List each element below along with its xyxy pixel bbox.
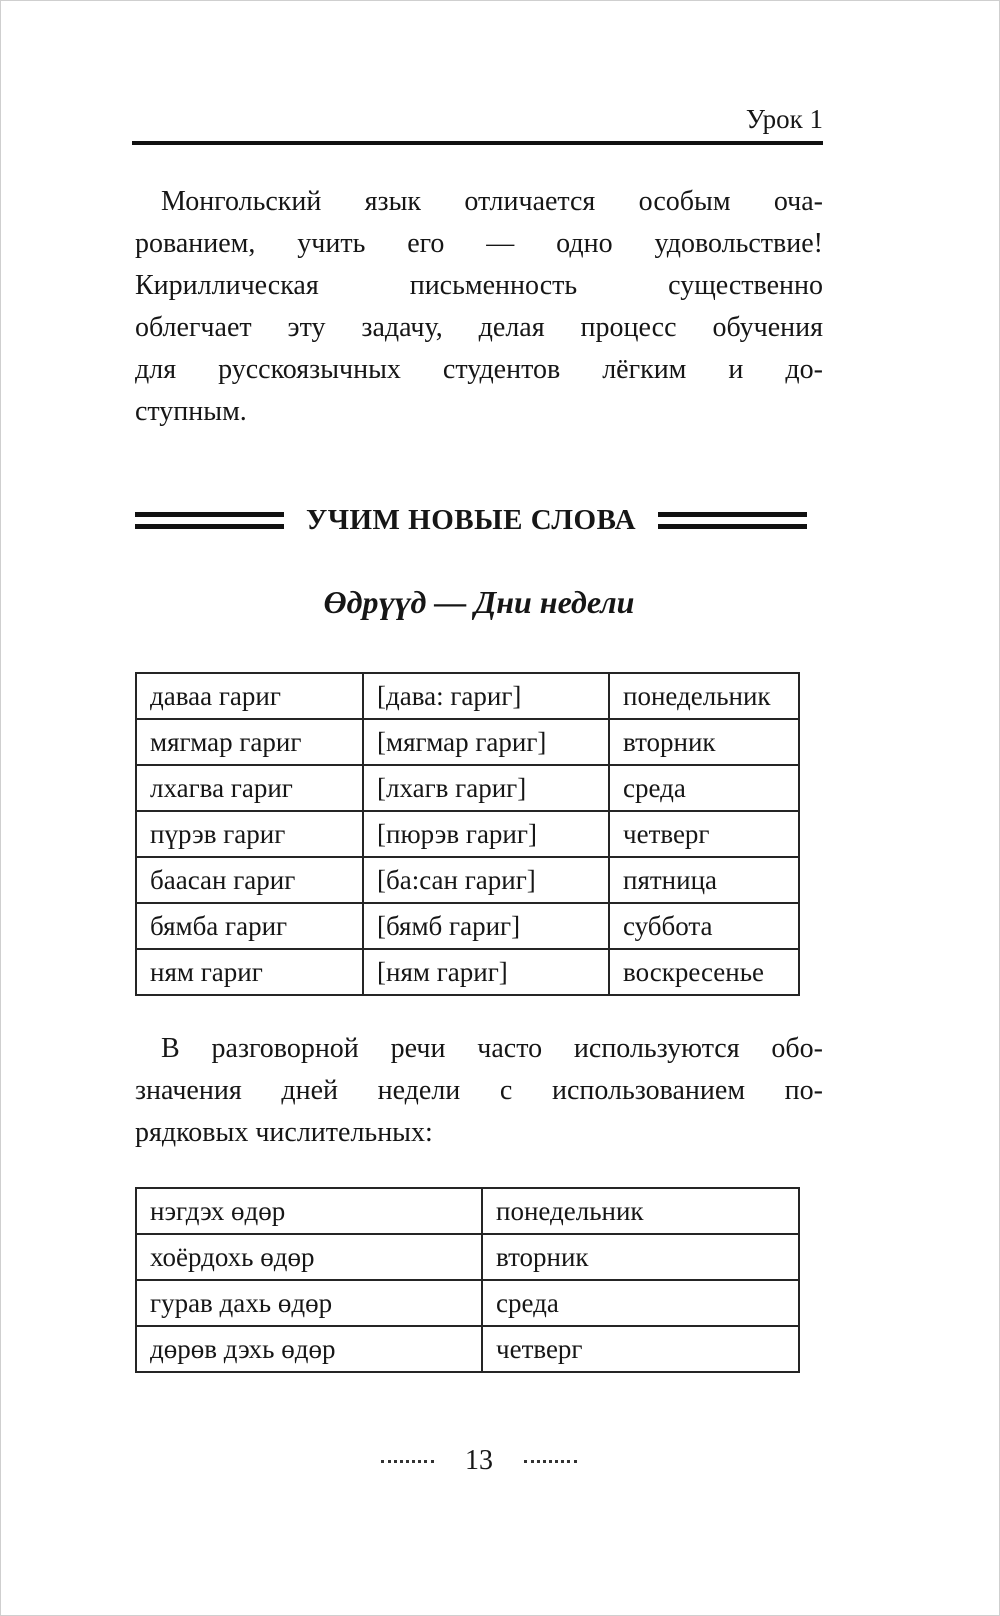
table-row (136, 811, 799, 857)
cell-russian: среда (609, 765, 799, 811)
table-row (136, 1326, 799, 1372)
cell-mongolian: мягмар гариг (136, 719, 363, 765)
table-row (136, 719, 799, 765)
cell-russian: суббота (609, 903, 799, 949)
paragraph-line: облегчает эту задачу, делая процесс обучения (135, 312, 823, 343)
cell-mongolian: бямба гариг (136, 903, 363, 949)
cell-transcription: [ба:сан гариг] (363, 857, 609, 903)
header-rule (132, 141, 823, 145)
cell-mongolian: даваа гариг (136, 673, 363, 719)
cell-russian: вторник (482, 1234, 799, 1280)
cell-russian: воскресенье (609, 949, 799, 995)
rule-bar (658, 524, 807, 529)
intro-paragraph (135, 181, 823, 433)
double-rule-right (658, 512, 807, 529)
new-words-heading: УЧИМ НОВЫЕ СЛОВА (305, 503, 637, 536)
rule-bar (135, 524, 284, 529)
table-row (136, 903, 799, 949)
paragraph-line: рованием, учить его — одно удовольствие! (135, 228, 823, 259)
table-row (136, 765, 799, 811)
lesson-header-label: Урок 1 (745, 104, 823, 134)
page-number: 13 (465, 1445, 493, 1476)
table-row (136, 1234, 799, 1280)
days-vocabulary-table (135, 672, 800, 996)
ordinal-days-paragraph (135, 1028, 823, 1154)
cell-transcription: [бямб гариг] (363, 903, 609, 949)
cell-transcription: [дава: гариг] (363, 673, 609, 719)
paragraph-line: Кириллическая письменность существенно (135, 270, 823, 301)
cell-russian: вторник (609, 719, 799, 765)
cell-mongolian: лхагва гариг (136, 765, 363, 811)
table-row (136, 1280, 799, 1326)
paragraph-line: ступным. (135, 396, 247, 427)
cell-mongolian: нэгдэх өдөр (136, 1188, 482, 1234)
double-rule-left (135, 512, 284, 529)
ordinal-days-table (135, 1187, 800, 1373)
cell-russian: четверг (609, 811, 799, 857)
cell-russian: среда (482, 1280, 799, 1326)
cell-transcription: [лхагв гариг] (363, 765, 609, 811)
new-words-heading-row (135, 501, 807, 539)
cell-mongolian: баасан гариг (136, 857, 363, 903)
days-of-week-subheading: Өдрүүд — Дни недели (323, 584, 635, 620)
cell-mongolian: ням гариг (136, 949, 363, 995)
table-row (136, 949, 799, 995)
cell-russian: четверг (482, 1326, 799, 1372)
cell-transcription: [ням гариг] (363, 949, 609, 995)
paragraph-line: рядковых числительных: (135, 1117, 433, 1148)
paragraph-line: значения дней недели с использованием по- (135, 1075, 823, 1106)
paragraph-line: Монгольский язык отличается особым оча- (161, 186, 823, 217)
paragraph-line: В разговорной речи часто используются обо- (161, 1033, 823, 1064)
cell-transcription: [мягмар гариг] (363, 719, 609, 765)
dotted-line-left (381, 1460, 434, 1463)
cell-mongolian: гурав дахь өдөр (136, 1280, 482, 1326)
rule-bar (658, 512, 807, 517)
page-footer (135, 1445, 823, 1477)
cell-mongolian: пүрэв гариг (136, 811, 363, 857)
cell-transcription: [пюрэв гариг] (363, 811, 609, 857)
dotted-line-right (524, 1460, 577, 1463)
cell-mongolian: дөрөв дэхь өдөр (136, 1326, 482, 1372)
cell-russian: понедельник (482, 1188, 799, 1234)
cell-russian: пятница (609, 857, 799, 903)
cell-mongolian: хоёрдохь өдөр (136, 1234, 482, 1280)
table-row (136, 1188, 799, 1234)
cell-russian: понедельник (609, 673, 799, 719)
table-row (136, 673, 799, 719)
rule-bar (135, 512, 284, 517)
paragraph-line: для русскоязычных студентов лёгким и до- (135, 354, 823, 385)
table-row (136, 857, 799, 903)
